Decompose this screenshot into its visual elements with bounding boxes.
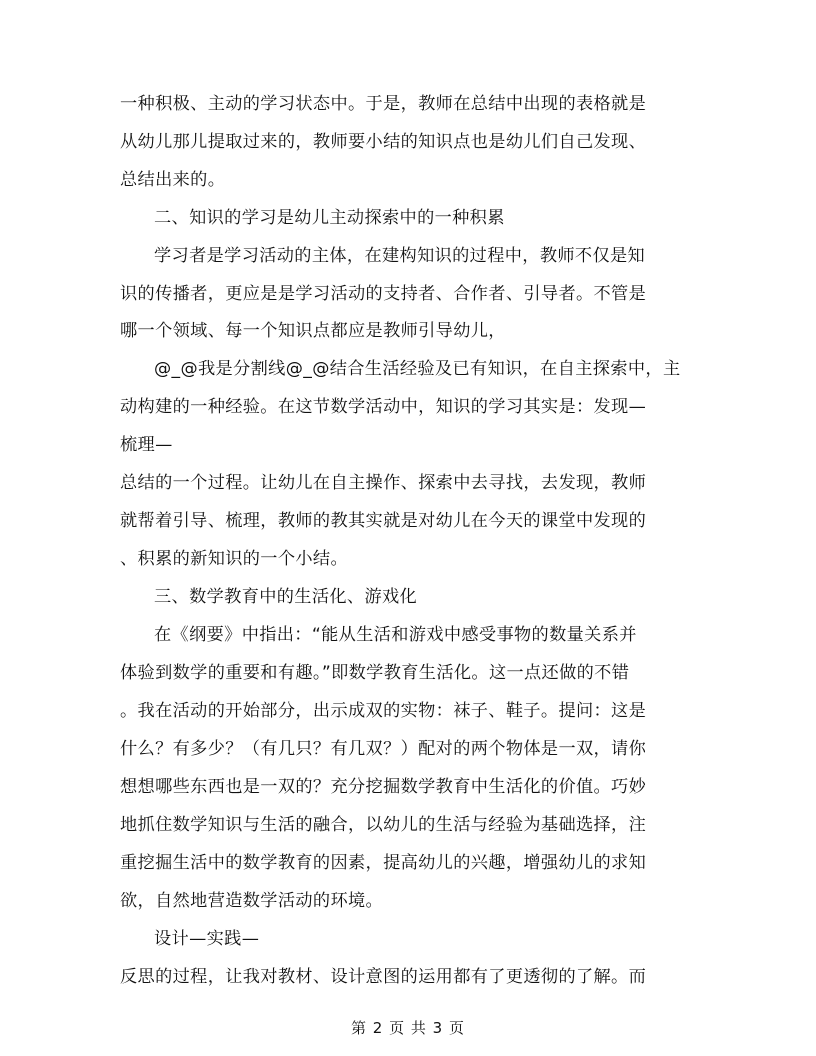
text-line: 一种积极、主动的学习状态中。于是，教师在总结中出现的表格就是: [120, 94, 647, 114]
text-line: 总结出来的。: [120, 170, 226, 190]
text-line: 哪一个领域、每一个知识点都应是教师引导幼儿，: [120, 321, 506, 341]
section-heading: 二、知识的学习是幼儿主动探索中的一种积累: [154, 208, 505, 228]
text-line: 欲，自然地营造数学活动的环境。: [120, 891, 384, 911]
section-heading: 三、数学教育中的生活化、游戏化: [154, 587, 418, 607]
text-line: 设计—实践—: [154, 929, 260, 949]
text-line: 学习者是学习活动的主体，在建构知识的过程中，教师不仅是知: [154, 246, 646, 266]
text-line: 什么？有多少？（有几只？有几双？）配对的两个物体是一双，请你: [120, 739, 647, 759]
text-line: 。我在活动的开始部分，出示成双的实物：袜子、鞋子。提问：这是: [120, 701, 647, 721]
text-line: 就帮着引导、梳理，教师的教其实就是对幼儿在今天的课堂中发现的: [120, 511, 647, 531]
page-number-footer: 第 2 页 共 3 页: [351, 1019, 465, 1037]
text-line: 识的传播者，更应是是学习活动的支持者、合作者、引导者。不管是: [120, 284, 647, 304]
text-line: 总结的一个过程。让幼儿在自主操作、探索中去寻找，去发现，教师: [120, 473, 647, 493]
text-line: 体验到数学的重要和有趣。”即数学教育生活化。这一点还做的不错: [120, 663, 630, 683]
text-line: 从幼儿那儿提取过来的，教师要小结的知识点也是幼儿们自己发现、: [120, 132, 647, 152]
text-line: 重挖掘生活中的数学教育的因素，提高幼儿的兴趣，增强幼儿的求知: [120, 853, 647, 873]
text-line: 地抓住数学知识与生活的融合，以幼儿的生活与经验为基础选择，注: [120, 815, 647, 835]
text-line: 在《纲要》中指出：“能从生活和游戏中感受事物的数量关系并: [154, 625, 637, 645]
text-line: @_@我是分割线@_@结合生活经验及已有知识，在自主探索中，主: [154, 359, 681, 379]
text-line: 反思的过程，让我对教材、设计意图的运用都有了更透彻的了解。而: [120, 967, 647, 987]
text-line: 想想哪些东西也是一双的？充分挖掘数学教育中生活化的价值。巧妙: [120, 777, 647, 797]
text-line: 、积累的新知识的一个小结。: [120, 549, 348, 569]
text-line: 动构建的一种经验。在这节数学活动中，知识的学习其实是：发现—: [120, 397, 647, 417]
text-line: 梳理—: [120, 435, 173, 455]
